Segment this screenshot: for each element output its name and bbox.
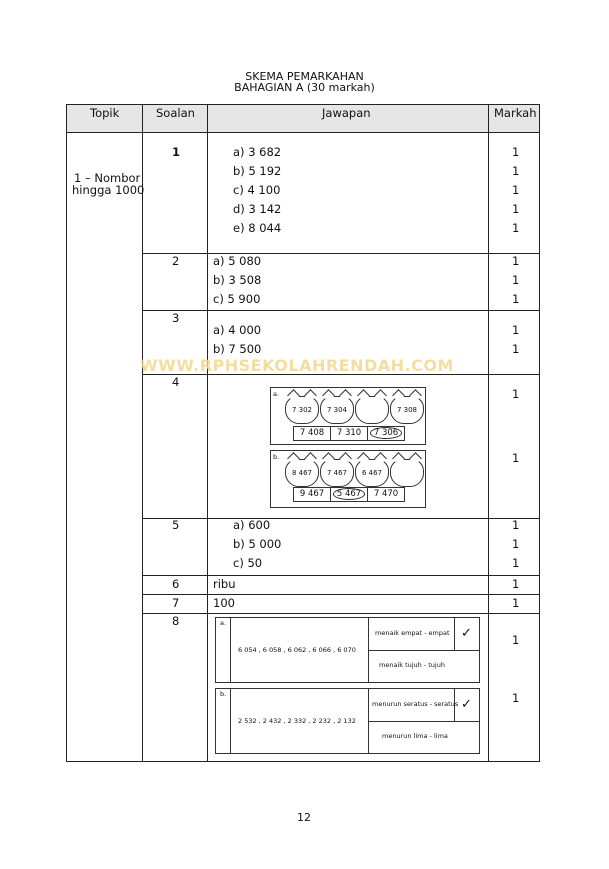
q7-number: 7 (172, 596, 180, 610)
check-icon: ✓ (461, 626, 472, 641)
q1-answer-e: e) 8 044 (233, 221, 282, 235)
q8b-panel (215, 688, 480, 754)
mark: 1 (512, 596, 520, 610)
col-header-topik: Topik (90, 106, 120, 120)
q4b-panel (270, 450, 426, 508)
q8a-panel (215, 617, 480, 683)
q2-number: 2 (172, 254, 180, 268)
q4b-option: 7 470 (367, 487, 405, 502)
mark: 1 (512, 292, 520, 306)
kitty-cell: 7 467 (320, 459, 354, 487)
topik-line1: 1 – Nombor (74, 171, 141, 185)
q2-answer-c: c) 5 900 (213, 292, 261, 306)
q8b-label: b. (220, 690, 227, 698)
table-header-row (66, 104, 540, 132)
q7-answer: 100 (213, 596, 235, 610)
mark: 1 (512, 164, 520, 178)
q3-answer-a: a) 4 000 (213, 323, 262, 337)
doc-subtitle: BAHAGIAN A (30 markah) (234, 81, 375, 94)
mark: 1 (512, 451, 520, 465)
q5-answer-c: c) 50 (233, 556, 263, 570)
q1-number: 1 (172, 145, 181, 159)
q6-number: 6 (172, 577, 180, 591)
q5-number: 5 (172, 518, 180, 532)
q8b-option-1: menurun seratus - seratus (372, 700, 459, 708)
q5-answer-b: b) 5 000 (233, 537, 282, 551)
q1-answer-b: b) 5 192 (233, 164, 282, 178)
q4b-option: 9 467 (293, 487, 331, 502)
circled-answer: 7 306 (370, 427, 402, 439)
mark: 1 (512, 537, 520, 551)
mark: 1 (512, 221, 520, 235)
col-header-jawapan: Jawapan (322, 106, 371, 120)
kitty-cell (355, 396, 389, 424)
mark: 1 (512, 273, 520, 287)
q4a-panel (270, 387, 426, 445)
q1-answer-a: a) 3 682 (233, 145, 282, 159)
q8b-option-2: menurun lima - lima (382, 732, 448, 740)
mark: 1 (512, 323, 520, 337)
q8a-option-2: menaik tujuh - tujuh (379, 661, 445, 669)
kitty-cell (390, 459, 424, 487)
mark: 1 (512, 387, 520, 401)
q4b-label: b. (273, 453, 280, 461)
q2-answer-b: b) 3 508 (213, 273, 262, 287)
q4a-label: a. (273, 390, 280, 398)
q4-number: 4 (172, 375, 180, 389)
kitty-cell: 7 304 (320, 396, 354, 424)
circled-answer: 5 467 (333, 488, 365, 500)
kitty-cell: 7 302 (285, 396, 319, 424)
q4b-option (330, 487, 368, 502)
q1-answer-c: c) 4 100 (233, 183, 281, 197)
col-header-soalan: Soalan (156, 106, 195, 120)
q4a-option: 7 408 (293, 426, 331, 441)
kitty-cell: 8 467 (285, 459, 319, 487)
mark: 1 (512, 518, 520, 532)
q8-number: 8 (172, 614, 180, 628)
q4a-option (367, 426, 405, 441)
q8a-label: a. (220, 619, 227, 627)
q3-number: 3 (172, 311, 180, 325)
page-number: 12 (297, 811, 311, 824)
mark: 1 (512, 633, 520, 647)
mark: 1 (512, 342, 520, 356)
q3-answer-b: b) 7 500 (213, 342, 262, 356)
q1-answer-d: d) 3 142 (233, 202, 282, 216)
mark: 1 (512, 183, 520, 197)
q6-answer: ribu (213, 577, 236, 591)
kitty-cell: 7 308 (390, 396, 424, 424)
check-icon: ✓ (461, 697, 472, 712)
mark: 1 (512, 577, 520, 591)
q5-answer-a: a) 600 (233, 518, 271, 532)
col-header-markah: Markah (494, 106, 537, 120)
mark: 1 (512, 691, 520, 705)
q2-answer-a: a) 5 080 (213, 254, 262, 268)
mark: 1 (512, 145, 520, 159)
mark: 1 (512, 202, 520, 216)
q8a-option-1: menaik empat - empat (375, 629, 450, 637)
topik-line2: hingga 1000 (72, 183, 145, 197)
q8a-sequence: 6 054 , 6 058 , 6 062 , 6 066 , 6 070 (238, 646, 356, 654)
q4a-option: 7 310 (330, 426, 368, 441)
mark: 1 (512, 556, 520, 570)
doc-title: SKEMA PEMARKAHAN (245, 70, 364, 83)
kitty-cell: 6 467 (355, 459, 389, 487)
mark: 1 (512, 254, 520, 268)
watermark: WWW.RPHSEKOLAHRENDAH.COM (140, 356, 454, 375)
q8b-sequence: 2 532 , 2 432 , 2 332 , 2 232 , 2 132 (238, 717, 356, 725)
